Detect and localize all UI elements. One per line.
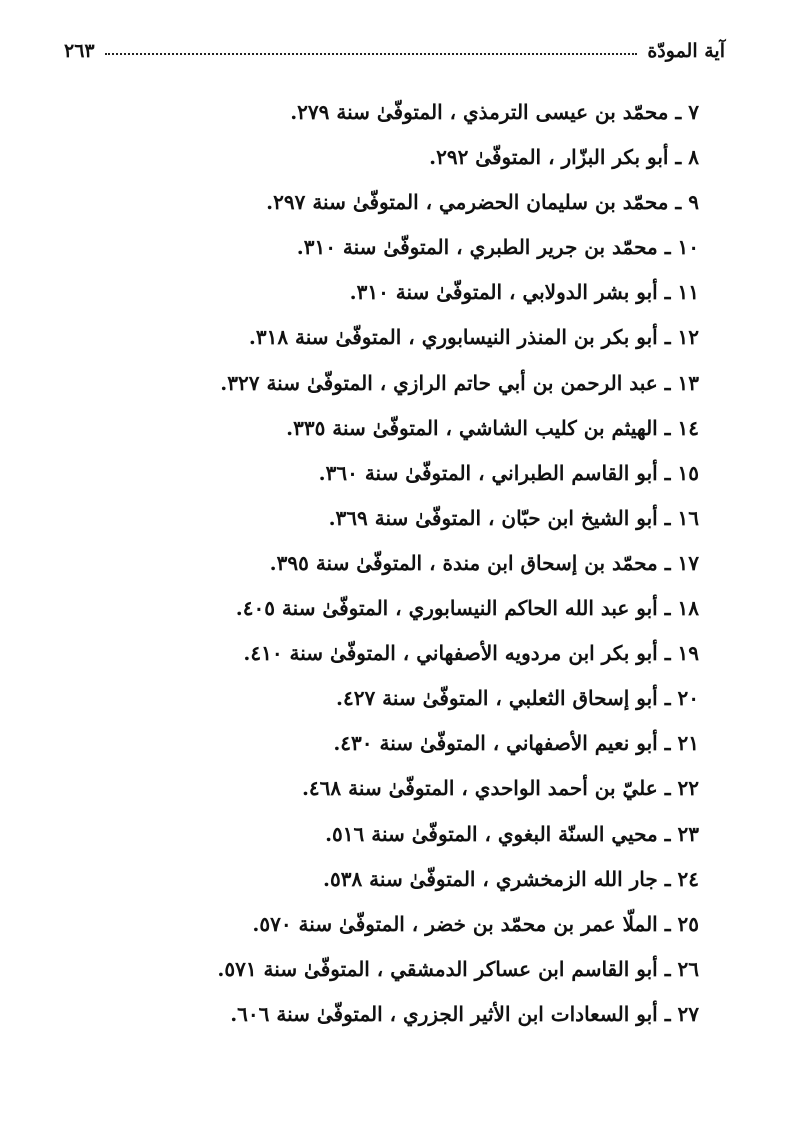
page-number: ٢٦٣ — [64, 40, 95, 62]
list-item: ٢٥ ـ الملّا عمر بن محمّد بن خضر ، المتوفّىٰ سنة ٥٧٠. — [252, 911, 699, 936]
scholar-list — [79, 90, 699, 1037]
list-item: ٢٤ ـ جار الله الزمخشري ، المتوفّىٰ سنة ٥٣٨. — [323, 866, 699, 891]
list-item: ٢١ ـ أبو نعيم الأصفهاني ، المتوفّىٰ سنة ٤٣٠. — [333, 731, 699, 756]
list-item: ٨ ـ أبو بكر البزّار ، المتوفّىٰ ٢٩٢. — [429, 145, 699, 170]
list-item: ١٧ ـ محمّد بن إسحاق ابن مندة ، المتوفّىٰ سنة ٣٩٥. — [269, 550, 699, 575]
page-header — [64, 28, 725, 62]
dotted-leader — [105, 53, 638, 55]
list-item: ١٥ ـ أبو القاسم الطبراني ، المتوفّىٰ سنة ٣٦٠. — [318, 460, 699, 485]
list-item: ٩ ـ محمّد بن سليمان الحضرمي ، المتوفّىٰ سنة ٢٩٧. — [266, 190, 699, 215]
list-item: ١٢ ـ أبو بكر بن المنذر النيسابوري ، المتوفّىٰ سنة ٣١٨. — [248, 325, 699, 350]
list-item: ٢٧ ـ أبو السعادات ابن الأثير الجزري ، المتوفّىٰ سنة ٦٠٦. — [230, 1001, 699, 1026]
list-item: ١٨ ـ أبو عبد الله الحاكم النيسابوري ، المتوفّىٰ سنة ٤٠٥. — [235, 596, 699, 621]
list-item: ٢٢ ـ عليّ بن أحمد الواحدي ، المتوفّىٰ سنة ٤٦٨. — [301, 776, 699, 801]
list-item: ١٦ ـ أبو الشيخ ابن حبّان ، المتوفّىٰ سنة ٣٦٩. — [328, 505, 699, 530]
list-item: ٢٠ ـ أبو إسحاق الثعلبي ، المتوفّىٰ سنة ٤٢٧. — [336, 686, 699, 711]
list-item: ١٤ ـ الهيثم بن كليب الشاشي ، المتوفّىٰ سنة ٣٣٥. — [286, 415, 699, 440]
list-item: ١١ ـ أبو بشر الدولابي ، المتوفّىٰ سنة ٣١٠. — [349, 280, 699, 305]
list-item: ١٠ ـ محمّد بن جرير الطبري ، المتوفّىٰ سنة ٣١٠. — [296, 235, 699, 260]
list-item: ١٣ ـ عبد الرحمن بن أبي حاتم الرازي ، المتوفّىٰ سنة ٣٢٧. — [220, 370, 699, 395]
list-item: ٢٦ ـ أبو القاسم ابن عساكر الدمشقي ، المتوفّىٰ سنة ٥٧١. — [217, 956, 699, 981]
list-item: ١٩ ـ أبو بكر ابن مردويه الأصفهاني ، المتوفّىٰ سنة ٤١٠. — [243, 641, 699, 666]
running-title: آية المودّة — [647, 40, 725, 62]
list-item: ٢٣ ـ محيي السنّة البغوي ، المتوفّىٰ سنة ٥١٦. — [325, 821, 699, 846]
list-item: ٧ ـ محمّد بن عيسى الترمذي ، المتوفّىٰ سنة ٢٧٩. — [290, 100, 699, 124]
